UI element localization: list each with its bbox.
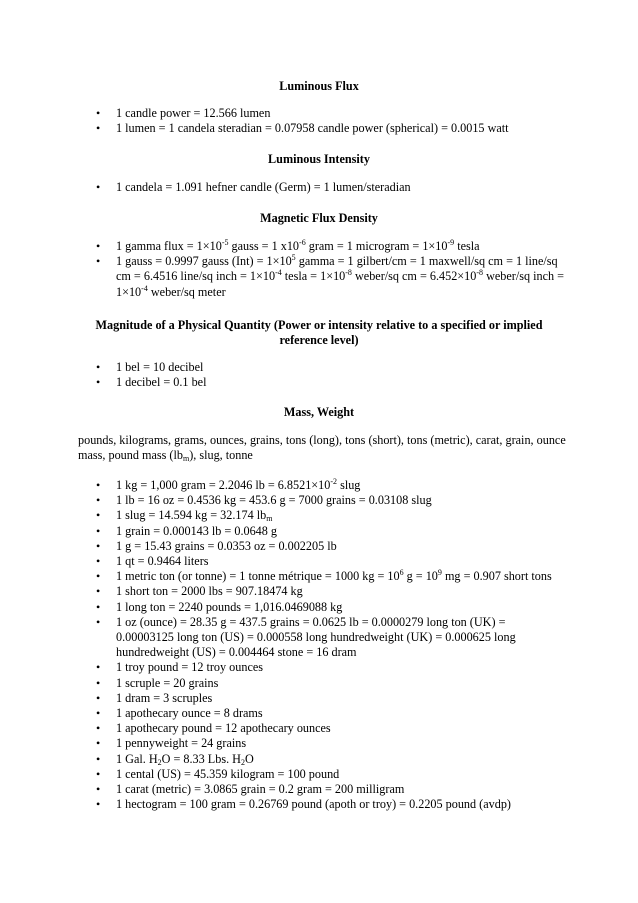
- heading-mass-weight: Mass, Weight: [283, 405, 355, 419]
- bullet-icon: •: [96, 180, 101, 194]
- list-luminous-flux: [0, 106, 638, 136]
- bullet-icon: •: [96, 751, 101, 766]
- list-item: • 1 bel = 10 decibel: [96, 360, 204, 374]
- bullet-icon: •: [96, 493, 101, 508]
- bullet-icon: •: [96, 360, 101, 374]
- bullet-icon: •: [96, 614, 101, 629]
- bullet-icon: •: [96, 508, 101, 523]
- bullet-icon: •: [96, 675, 101, 690]
- list-luminous-intensity: [0, 180, 638, 195]
- list-item: • 1 metric ton (or tonne) = 1 tonne métrique = 1000 kg = $10^6$ $g = 10^9$ mg = 0.907 short tons: [96, 568, 552, 584]
- heading-magnetic-flux-density: Magnetic Flux Density: [260, 211, 378, 225]
- bullet-icon: •: [96, 660, 101, 675]
- bullet-icon: •: [96, 523, 101, 538]
- bullet-icon: •: [96, 584, 101, 599]
- list-magnitude: [0, 360, 638, 390]
- bullet-icon: •: [96, 478, 101, 492]
- heading-luminous-intensity: Luminous Intensity: [268, 152, 370, 166]
- list-item: • 1 cental (US) = 45.359 kilogram = 100 pound: [96, 766, 340, 781]
- list-item: • 1 lb = 16 oz = 0.4536 kg = 453.6 g = 7000 grains = 0.03108 slug: [96, 493, 432, 508]
- list-item: • 1 Gal. $H_2O = 8.33$ Lbs. $H_2O$: [96, 751, 254, 767]
- bullet-icon: •: [96, 554, 101, 569]
- list-mass-weight: [0, 478, 638, 812]
- list-item: • 1 candela = 1.091 hefner candle (Germ) = 1 lumen/steradian: [96, 180, 411, 194]
- list-item: • 1 candle power = 12.566 lumen: [96, 106, 271, 120]
- list-item: • 1 dram = 3 scruples: [96, 690, 213, 705]
- bullet-icon: •: [96, 599, 101, 614]
- list-item: • 1 oz (ounce) = 28.35 g = 437.5 grains = 0.0625 lb = 0.0000279 long ton (UK) = 0.00003125 long ton (US) = 0.000558 long hundredweight (UK) = 0.000625 long hundredweight (US) = 0.004464 stone = 16 dram: [96, 614, 516, 660]
- bullet-icon: •: [96, 766, 101, 781]
- list-item: • 1 apothecary pound = 12 apothecary ounces: [96, 721, 331, 736]
- bullet-icon: •: [96, 239, 101, 253]
- list-item: • 1 scruple = 20 grains: [96, 675, 219, 690]
- list-magnetic-flux-density: [0, 239, 638, 300]
- bullet-icon: •: [96, 375, 101, 390]
- list-item: • 1 short ton = 2000 lbs = 907.18474 kg: [96, 584, 303, 599]
- bullet-icon: •: [96, 121, 101, 136]
- bullet-icon: •: [96, 569, 101, 584]
- mass-weight-intro: pounds, kilograms, grams, ounces, grains, tons (long), tons (short), tons (metric), carat, grain, ounce mass, pound mass $(lb_m)$, slug, tonne: [78, 433, 566, 464]
- heading-luminous-flux: Luminous Flux: [279, 79, 359, 93]
- bullet-icon: •: [96, 690, 101, 705]
- list-item: • 1 decibel = 0.1 bel: [96, 375, 207, 390]
- bullet-icon: •: [96, 254, 101, 269]
- list-item: • 1 g = 15.43 grains = 0.0353 oz = 0.002205 lb: [96, 538, 337, 553]
- list-item: • 1 qt = 0.9464 liters: [96, 554, 209, 569]
- bullet-icon: •: [96, 782, 101, 797]
- bullet-icon: •: [96, 721, 101, 736]
- bullet-icon: •: [96, 736, 101, 751]
- bullet-icon: •: [96, 706, 101, 721]
- list-item: • 1 long ton = 2240 pounds = 1,016.0469088 kg: [96, 599, 343, 614]
- list-item: • 1 kg = 1,000 gram = 2.2046 lb = $6.8521\times 10^{-2}$ slug: [96, 477, 361, 492]
- list-item: • 1 pennyweight = 24 grains: [96, 736, 247, 751]
- list-item: • 1 carat (metric) = 3.0865 grain = 0.2 gram = 200 milligram: [96, 782, 405, 797]
- list-item: • 1 slug = 14.594 kg = 32.174 $lb_m$: [96, 508, 273, 524]
- list-item: • 1 gamma flux = $1\times 10^{-5}$ gauss = 1 $x10^{-6}$ gram = 1 microgram = $1\times 10^{-9}$ tesla: [96, 238, 480, 253]
- bullet-icon: •: [96, 797, 101, 812]
- list-item: • 1 apothecary ounce = 8 drams: [96, 706, 263, 721]
- list-item: • 1 grain = 0.000143 lb = 0.0648 g: [96, 523, 278, 538]
- bullet-icon: •: [96, 538, 101, 553]
- list-item: • 1 hectogram = 100 gram = 0.26769 pound (apoth or troy) = 0.2205 pound (avdp): [96, 797, 511, 812]
- bullet-icon: •: [96, 106, 101, 120]
- list-item: • 1 gauss = 0.9997 gauss $(Int) = 1\times 10^5$ gamma = 1 gilbert/cm = 1 maxwell/sq cm = 1 line/sq cm = 6.4516 line/sq inch = $1\times 10^{-4}$ tesla = $1\times 10^{-8}$ weber/sq cm = $6.452\times 10^{-8}$ weber/sq inch = $1\times 10^{-4}$ weber/sq meter: [96, 253, 565, 299]
- list-item: • 1 lumen = 1 candela steradian = 0.07958 candle power (spherical) = 0.0015 watt: [96, 121, 509, 136]
- list-item: • 1 troy pound = 12 troy ounces: [96, 660, 264, 675]
- heading-magnitude: Magnitude of a Physical Quantity (Power or intensity relative to a specified or implied reference level): [95, 318, 543, 348]
